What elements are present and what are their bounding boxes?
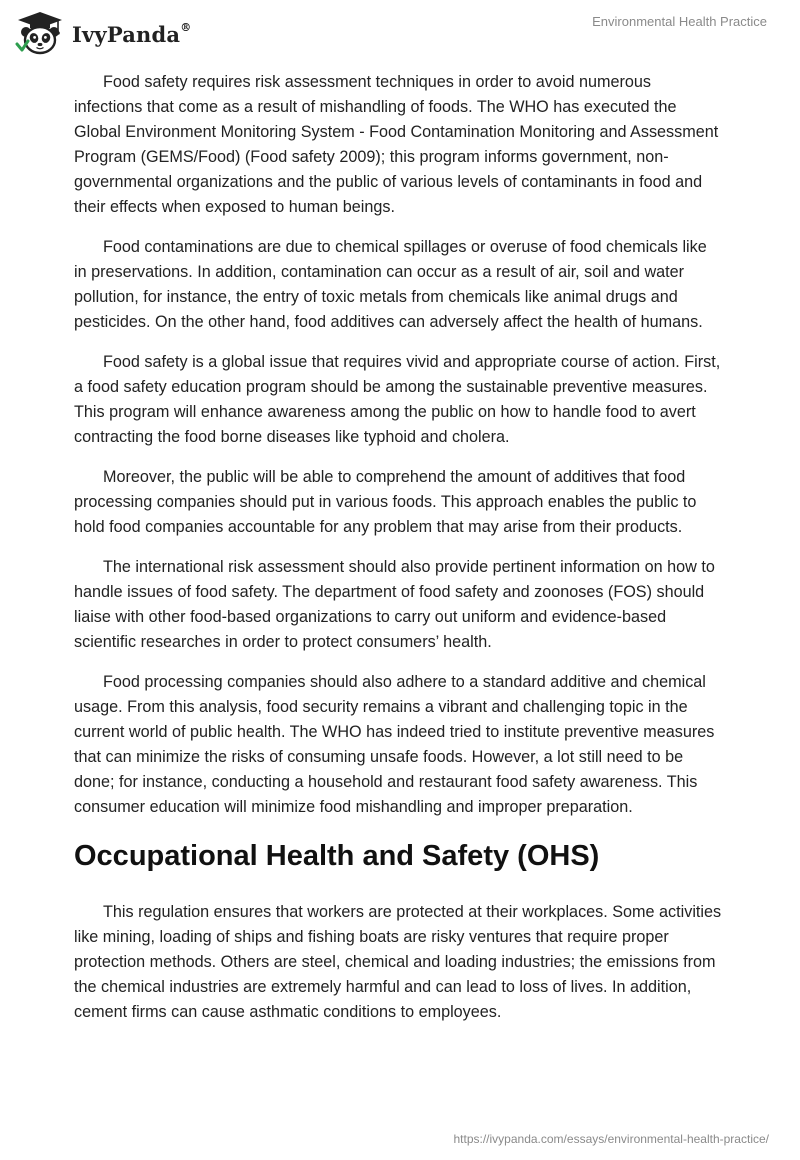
document-title: Environmental Health Practice bbox=[592, 14, 767, 29]
paragraph: Food contaminations are due to chemical spillages or overuse of food chemicals like in preservations. In addition, contamination can occur as a result of air, soil and water pollution, for instance, the entry of toxic metals from chemicals like animal drugs and pesticides. On the other hand, food additives can adversely affect the health of humans. bbox=[74, 238, 707, 331]
essay-body bbox=[74, 70, 722, 1040]
page-header bbox=[0, 0, 800, 64]
brand-name: IvyPanda® bbox=[72, 20, 192, 47]
paragraph: Food processing companies should also adhere to a standard additive and chemical usage. From this analysis, food security remains a vibrant and challenging topic in the current world of public health. The WHO has indeed tried to institute preventive measures that can minimize the risks of consuming unsafe foods. However, a lot still need to be done; for instance, conducting a household and restaurant food safety awareness. This consumer education will minimize food mishandling and improper preparation. bbox=[74, 673, 715, 816]
paragraph: Food safety requires risk assessment techniques in order to avoid numerous infections that come as a result of mishandling of foods. The WHO has executed the Global Environment Monitoring System - Food Contamination Monitoring and Assessment Program (GEMS/Food) (Food safety 2009); this program informs government, non-governmental organizations and the public of various levels of contaminants in food and their effects when exposed to human beings. bbox=[74, 73, 719, 216]
paragraph: This regulation ensures that workers are protected at their workplaces. Some activities like mining, loading of ships and fishing boats are risky ventures that require proper protection methods. Others are steel, chemical and loading industries; the emissions from the chemical industries are extremely harmful and can lead to loss of lives. In addition, cement firms can cause asthmatic conditions to employees. bbox=[74, 903, 722, 1021]
paragraph: Moreover, the public will be able to comprehend the amount of additives that food processing companies should put in various foods. This approach enables the public to hold food companies accountable for any problem that may arise from their products. bbox=[74, 468, 697, 536]
panda-graduate-logo-icon bbox=[14, 10, 66, 56]
brand-logo[interactable] bbox=[14, 10, 191, 56]
section-heading: Occupational Health and Safety (OHS) bbox=[74, 840, 600, 872]
paragraph: Food safety is a global issue that requires vivid and appropriate course of action. First, a food safety education program should be among the sustainable preventive measures. This program will enhance awareness among the public on how to handle food to avert contracting the food borne diseases like typhoid and cholera. bbox=[74, 353, 721, 446]
source-url[interactable]: https://ivypanda.com/essays/environmental-health-practice/ bbox=[453, 1132, 769, 1146]
paragraph: The international risk assessment should also provide pertinent information on how to handle issues of food safety. The department of food safety and zoonoses (FOS) should liaise with other food-based organizations to carry out uniform and evidence-based scientific researches in order to protect consumers’ health. bbox=[74, 558, 715, 651]
